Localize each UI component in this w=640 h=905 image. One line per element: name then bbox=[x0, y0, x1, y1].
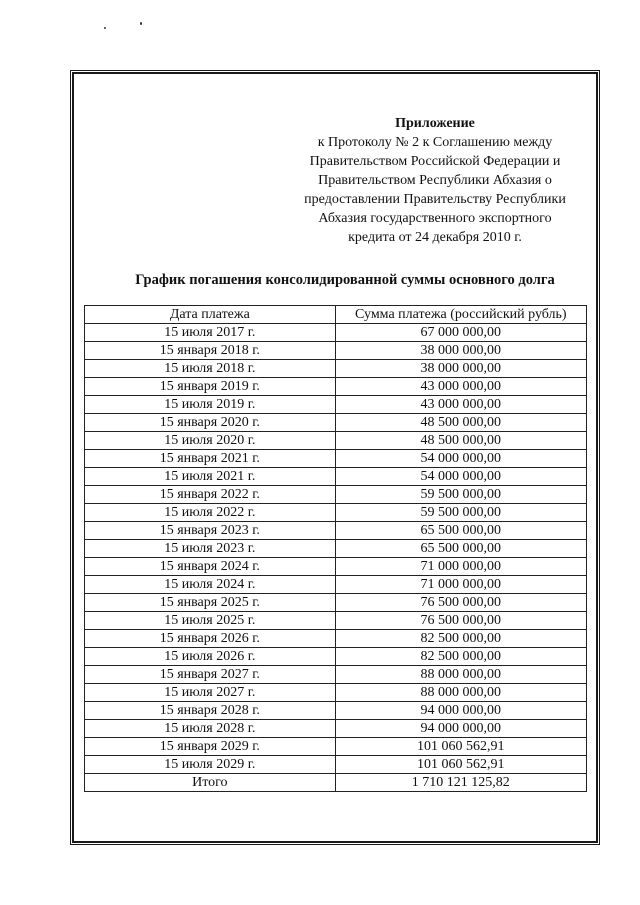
payment-amount-cell: 54 000 000,00 bbox=[335, 450, 586, 468]
appendix-line: Правительством Республики Абхазия о bbox=[318, 173, 552, 188]
payment-date-cell: 15 января 2028 г. bbox=[85, 702, 336, 720]
payment-amount-cell: 54 000 000,00 bbox=[335, 468, 586, 486]
payment-amount-cell: 101 060 562,91 bbox=[335, 756, 586, 774]
table-header-row bbox=[85, 306, 587, 324]
table-row bbox=[85, 360, 587, 378]
total-label: Итого bbox=[85, 774, 336, 792]
payment-amount-cell: 76 500 000,00 bbox=[335, 612, 586, 630]
payment-date-cell: 15 июля 2023 г. bbox=[85, 540, 336, 558]
table-row bbox=[85, 666, 587, 684]
payment-amount-cell: 48 500 000,00 bbox=[335, 432, 586, 450]
payment-date-cell: 15 января 2024 г. bbox=[85, 558, 336, 576]
table-row bbox=[85, 504, 587, 522]
payment-amount-cell: 88 000 000,00 bbox=[335, 666, 586, 684]
table-row bbox=[85, 702, 587, 720]
payment-amount-cell: 88 000 000,00 bbox=[335, 684, 586, 702]
payment-amount-cell: 71 000 000,00 bbox=[335, 576, 586, 594]
header-payment-amount: Сумма платежа (российский рубль) bbox=[335, 306, 586, 324]
payment-amount-cell: 48 500 000,00 bbox=[335, 414, 586, 432]
payment-amount-cell: 43 000 000,00 bbox=[335, 378, 586, 396]
payment-amount-cell: 94 000 000,00 bbox=[335, 720, 586, 738]
table-row bbox=[85, 378, 587, 396]
payment-date-cell: 15 июля 2027 г. bbox=[85, 684, 336, 702]
payment-date-cell: 15 января 2029 г. bbox=[85, 738, 336, 756]
table-row bbox=[85, 396, 587, 414]
payment-amount-cell: 76 500 000,00 bbox=[335, 594, 586, 612]
appendix-line: кредита от 24 декабря 2010 г. bbox=[348, 230, 522, 245]
table-row bbox=[85, 324, 587, 342]
payment-date-cell: 15 января 2026 г. bbox=[85, 630, 336, 648]
payment-date-cell: 15 января 2020 г. bbox=[85, 414, 336, 432]
repayment-schedule-table bbox=[84, 305, 587, 792]
payment-amount-cell: 59 500 000,00 bbox=[335, 504, 586, 522]
payment-amount-cell: 82 500 000,00 bbox=[335, 648, 586, 666]
payment-date-cell: 15 января 2019 г. bbox=[85, 378, 336, 396]
payment-amount-cell: 67 000 000,00 bbox=[335, 324, 586, 342]
table-row bbox=[85, 684, 587, 702]
table-body bbox=[85, 324, 587, 774]
payment-amount-cell: 38 000 000,00 bbox=[335, 360, 586, 378]
payment-amount-cell: 71 000 000,00 bbox=[335, 558, 586, 576]
table-row bbox=[85, 522, 587, 540]
table-row bbox=[85, 450, 587, 468]
payment-date-cell: 15 июля 2025 г. bbox=[85, 612, 336, 630]
appendix-block bbox=[290, 114, 580, 247]
table-row bbox=[85, 558, 587, 576]
payment-amount-cell: 82 500 000,00 bbox=[335, 630, 586, 648]
table-row bbox=[85, 630, 587, 648]
payment-date-cell: 15 июля 2020 г. bbox=[85, 432, 336, 450]
table-row bbox=[85, 756, 587, 774]
table-row bbox=[85, 540, 587, 558]
table-row bbox=[85, 414, 587, 432]
table-total-row bbox=[85, 774, 587, 792]
payment-amount-cell: 94 000 000,00 bbox=[335, 702, 586, 720]
payment-date-cell: 15 января 2023 г. bbox=[85, 522, 336, 540]
table-row bbox=[85, 648, 587, 666]
appendix-line: Абхазия государственного экспортного bbox=[318, 211, 552, 226]
payment-date-cell: 15 января 2021 г. bbox=[85, 450, 336, 468]
appendix-line: Правительством Российской Федерации и bbox=[309, 154, 561, 169]
table-row bbox=[85, 594, 587, 612]
scan-speck bbox=[140, 22, 142, 25]
payment-date-cell: 15 июля 2021 г. bbox=[85, 468, 336, 486]
payment-amount-cell: 59 500 000,00 bbox=[335, 486, 586, 504]
appendix-line: предоставлении Правительству Республики bbox=[304, 192, 566, 207]
table-row bbox=[85, 576, 587, 594]
payment-date-cell: 15 января 2022 г. bbox=[85, 486, 336, 504]
document-title: График погашения консолидированной суммы основного долга bbox=[135, 272, 555, 288]
payment-date-cell: 15 июля 2019 г. bbox=[85, 396, 336, 414]
payment-date-cell: 15 июля 2022 г. bbox=[85, 504, 336, 522]
table-row bbox=[85, 720, 587, 738]
payment-date-cell: 15 января 2025 г. bbox=[85, 594, 336, 612]
payment-amount-cell: 38 000 000,00 bbox=[335, 342, 586, 360]
payment-amount-cell: 65 500 000,00 bbox=[335, 522, 586, 540]
table-row bbox=[85, 342, 587, 360]
payment-date-cell: 15 июля 2024 г. bbox=[85, 576, 336, 594]
table-row bbox=[85, 612, 587, 630]
payment-date-cell: 15 июля 2017 г. bbox=[85, 324, 336, 342]
appendix-title: Приложение bbox=[395, 116, 475, 131]
payment-date-cell: 15 июля 2029 г. bbox=[85, 756, 336, 774]
table-row bbox=[85, 468, 587, 486]
payment-amount-cell: 65 500 000,00 bbox=[335, 540, 586, 558]
payment-date-cell: 15 января 2018 г. bbox=[85, 342, 336, 360]
scan-speck bbox=[104, 27, 106, 29]
payment-date-cell: 15 июля 2028 г. bbox=[85, 720, 336, 738]
payment-date-cell: 15 июля 2018 г. bbox=[85, 360, 336, 378]
payment-amount-cell: 43 000 000,00 bbox=[335, 396, 586, 414]
header-payment-date: Дата платежа bbox=[85, 306, 336, 324]
total-amount: 1 710 121 125,82 bbox=[335, 774, 586, 792]
payment-date-cell: 15 января 2027 г. bbox=[85, 666, 336, 684]
appendix-line: к Протоколу № 2 к Соглашению между bbox=[317, 135, 553, 150]
payment-amount-cell: 101 060 562,91 bbox=[335, 738, 586, 756]
table-row bbox=[85, 432, 587, 450]
table-row bbox=[85, 738, 587, 756]
payment-date-cell: 15 июля 2026 г. bbox=[85, 648, 336, 666]
table-row bbox=[85, 486, 587, 504]
